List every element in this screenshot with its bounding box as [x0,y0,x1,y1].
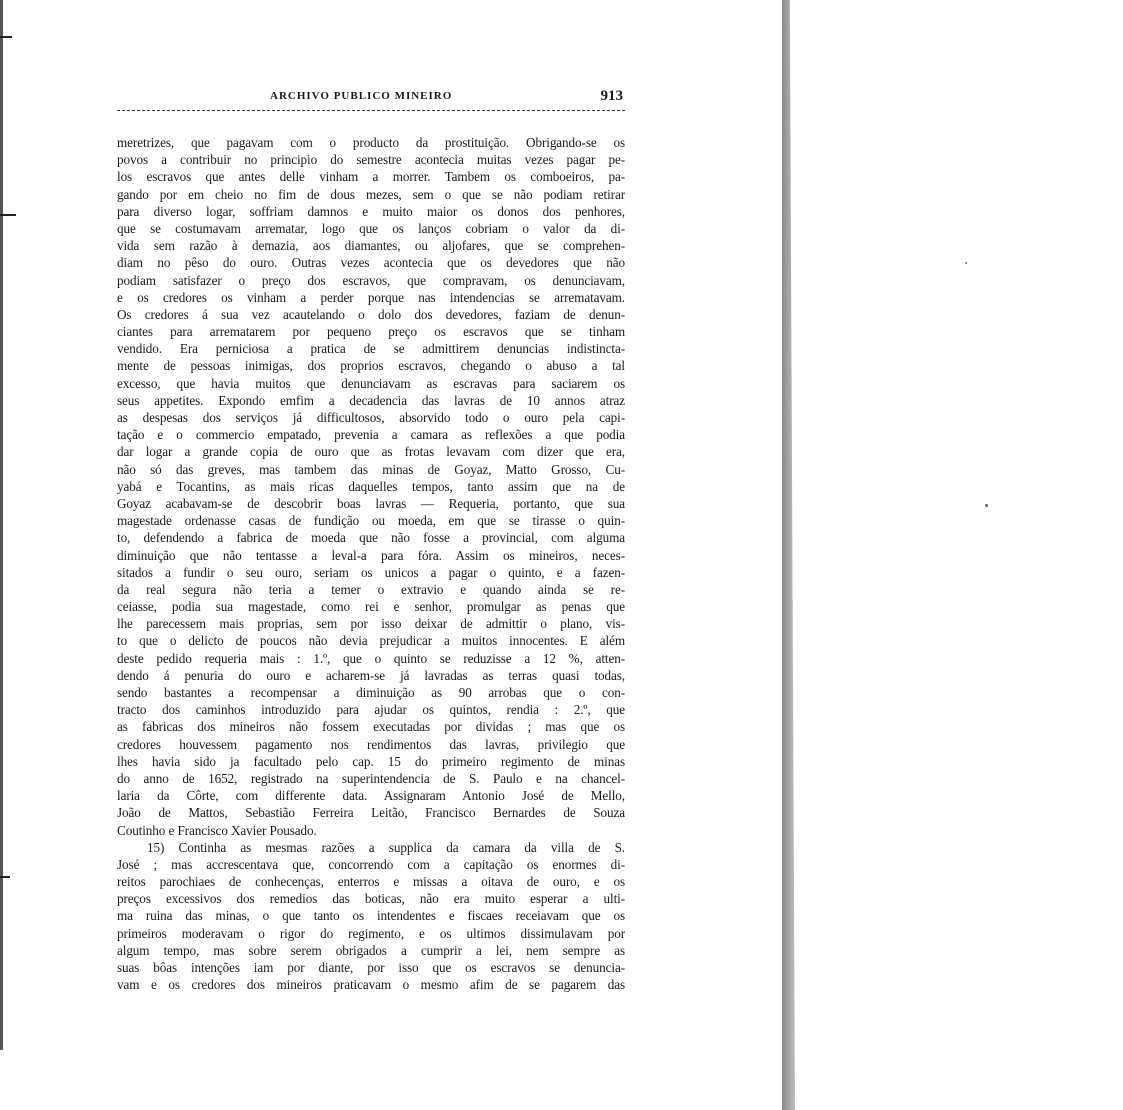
page-number: 913 [600,88,623,104]
text-line: sendo bastantes a recompensar a diminuição as 90 arrobas que o con- [117,685,625,700]
text-line: vendido. Era perniciosa a pratica de se admittirem denuncias indistincta- [117,341,625,357]
text-line: José ; mas accrescentava que, concorrendo com a capitação os enormes di- [117,856,625,872]
text-line: vam e os credores dos mineiros praticavam o mesmo afim de se pagarem das [117,977,625,993]
text-line: as despesas dos serviços já difficultosos, absorvido todo o ouro pela capi- [117,410,625,425]
text-line: magestade ordenasse casas de fundição ou moeda, em que se tirasse o quin- [117,513,625,529]
text-line: Goyaz acabavam-se de descobrir boas lavras — Requeria, portanto, que sua [117,495,625,511]
text-line: seus appetites. Expondo emfim a decadencia das lavras de 10 annos atraz [117,392,625,408]
scan-speck [965,262,967,264]
text-line: tação e o commercio empatado, prevenia a camara as reflexões a que podia [117,427,625,443]
text-line: ma ruina das minas, o que tanto os intendentes e fiscaes receiavam que os [117,908,625,924]
body-text [117,134,625,993]
text-line: lhe parecessem mais proprias, sem por isso deixar de admittir o plano, vis- [117,616,625,632]
text-line: diminuição que não tentasse a leval-a para fóra. Assim os mineiros, neces- [117,547,625,563]
text-line: 15) Continha as mesmas razões a supplica da camara da villa de S. [147,839,625,855]
text-line: diam no pêso do ouro. Outras vezes acontecia que os devedores que não [117,255,625,271]
text-line: excesso, que havia muitos que denunciavam as escravas para saciarem os [117,375,625,391]
text-line: los escravos que antes delle vinham a morrer. Tambem os comboeiros, pa- [117,169,625,185]
scan-edge-mark [0,214,16,216]
text-line: suas bôas intenções iam por diante, por isso que os escravos se denuncia- [117,960,625,975]
text-line: to que o delicto de poucos não devia prejudicar a muitos innocentes. E além [117,633,625,649]
text-line: preços excessivos dos remedios das boticas, não era muito esperar a ulti- [117,891,625,907]
text-line: as fabricas dos mineiros não fossem executadas por dividas ; mas que os [117,719,625,735]
text-line: tracto dos caminhos introduzido para ajudar os quintos, rendia : 2.º, que [117,702,625,718]
running-title: ARCHIVO PUBLICO MINEIRO [270,90,453,102]
text-line: ceiasse, podia sua magestade, como rei e senhor, promulgar as penas que [117,599,625,615]
book-gutter-shadow [782,0,795,1110]
page-header [117,88,623,108]
text-line: primeiros moderavam o rigor do regimento, e os ultimos dissimulavam por [117,925,625,941]
text-line: do anno de 1652, registrado na superintendencia de S. Paulo e na chancel- [117,770,625,786]
text-line: mente de pessoas inimigas, dos proprios escravos, chegando o abuso a tal [117,358,625,374]
text-line: podiam satisfazer o preço dos escravos, que compravam, os denunciavam, [117,272,625,288]
text-line: não só das greves, mas tambem das minas de Goyaz, Matto Grosso, Cu- [117,461,625,477]
text-line: ciantes para arrematarem por pequeno preço os escravos que se tinham [117,324,625,340]
text-line: vida sem razão à demazia, aos diamantes, ou aljofares, que se comprehen- [117,238,625,254]
scan-left-edge [0,0,3,1050]
text-line: Coutinho e Francisco Xavier Pousado. [117,822,317,838]
text-line: povos a contribuir no principio do semestre acontecia muitas vezes pagar pe- [117,152,625,168]
text-line: algum tempo, mas sobre serem obrigados a cumprir a lei, nem sempre as [117,942,625,958]
text-line: to, defendendo a fabrica de moeda que não fosse a provincial, com alguma [117,530,625,546]
text-line: que se costumavam arrematar, logo que os lanços cobriam o valor da di- [117,220,625,236]
text-line: meretrizes, que pagavam com o producto da prostituição. Obrigando-se os [117,135,625,150]
text-line: credores houvessem pagamento nos rendimentos das lavras, privilegio que [117,736,625,752]
scan-edge-mark [0,36,12,38]
text-line: sitados a fundir o seu ouro, seriam os unicos a pagar o quinto, e a fazen- [117,564,625,580]
text-line: para diverso logar, soffriam damnos e muito maior os donos dos penhores, [117,203,625,219]
scan-speck [985,504,988,507]
text-line: João de Mattos, Sebastião Ferreira Leitão, Francisco Bernardes de Souza [117,805,625,821]
text-line: deste pedido requeria mais : 1.º, que o quinto se reduzisse a 12 %, atten- [117,650,625,666]
text-line: laria da Côrte, com differente data. Assignaram Antonio José de Mello, [117,788,625,804]
header-rule [117,110,625,112]
text-line: lhes havia sido ja facultado pelo cap. 15 do primeiro regimento de minas [117,753,625,769]
text-line: Os credores á sua vez acautelando o dolo dos devedores, faziam de denun- [117,306,625,322]
text-line: yabá e Tocantins, as mais ricas daquelles tempos, tanto assim que na de [117,478,625,494]
text-line: dendo á penuria do ouro e acharem-se já lavradas as terras quasi todas, [117,667,625,683]
text-line: gando por em cheio no fim de dous mezes, sem o que se não podiam retirar [117,186,625,202]
text-line: e os credores os vinham a perder porque nas intendencias se arrematavam. [117,289,625,305]
text-line: reitos parochiaes de conhecenças, enterros e missas a oitava de ouro, e os [117,874,625,890]
text-line: da real segura não teria a temer o extravio e quando ainda se re- [117,581,625,597]
text-line: dar logar a grande copia de ouro que as frotas levavam com dizer que era, [117,444,625,460]
scan-edge-mark [0,876,10,878]
